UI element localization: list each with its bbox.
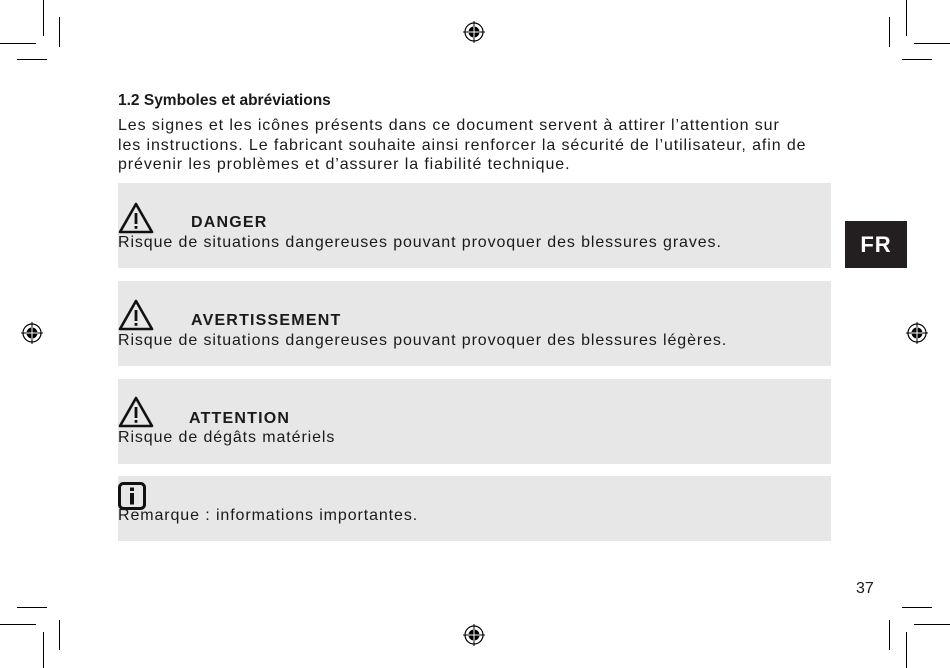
crop-mark <box>43 0 44 36</box>
registration-mark-icon <box>463 624 485 646</box>
intro-line: prévenir les problèmes et d’assurer la fiabilité technique. <box>118 156 571 173</box>
crop-mark <box>43 632 44 668</box>
note-notice <box>118 476 831 541</box>
crop-mark <box>906 632 907 668</box>
attention-notice <box>118 379 831 464</box>
crop-mark <box>59 17 60 47</box>
intro-paragraph <box>118 116 833 175</box>
attention-text: Risque de dégâts matériels <box>118 429 336 446</box>
note-text: Remarque : informations importantes. <box>118 507 419 524</box>
warning-notice <box>118 281 831 366</box>
crop-mark <box>902 607 932 608</box>
intro-line: les instructions. Le fabricant souhaite ainsi renforcer la sécurité de l’utilisateur, afin de <box>118 136 807 154</box>
crop-mark <box>0 43 36 44</box>
intro-line: Les signes et les icônes présents dans ce document servent à attirer l’attention sur <box>118 117 780 134</box>
crop-mark <box>914 43 950 44</box>
warning-title: AVERTISSEMENT <box>191 312 342 329</box>
warning-triangle-icon <box>118 396 154 428</box>
registration-mark-icon <box>906 322 928 344</box>
warning-triangle-icon <box>118 299 154 331</box>
crop-mark <box>914 624 950 625</box>
language-tab: FR <box>845 221 907 268</box>
crop-mark <box>906 0 907 36</box>
danger-text: Risque de situations dangereuses pouvant provoquer des blessures graves. <box>118 234 722 251</box>
registration-mark-icon <box>463 21 485 43</box>
crop-mark <box>17 59 47 60</box>
warning-triangle-icon <box>118 202 154 234</box>
attention-title: ATTENTION <box>189 410 291 427</box>
section-heading: 1.2 Symboles et abréviations <box>118 92 331 109</box>
crop-mark <box>902 59 932 60</box>
page-number: 37 <box>856 580 874 597</box>
crop-mark <box>59 620 60 650</box>
crop-mark <box>889 620 890 650</box>
registration-mark-icon <box>21 322 43 344</box>
danger-title: DANGER <box>191 214 268 231</box>
crop-mark <box>889 17 890 47</box>
crop-mark <box>0 624 36 625</box>
warning-text: Risque de situations dangereuses pouvant provoquer des blessures légères. <box>118 332 728 349</box>
danger-notice <box>118 183 831 268</box>
info-icon <box>118 482 146 510</box>
crop-mark <box>17 607 47 608</box>
